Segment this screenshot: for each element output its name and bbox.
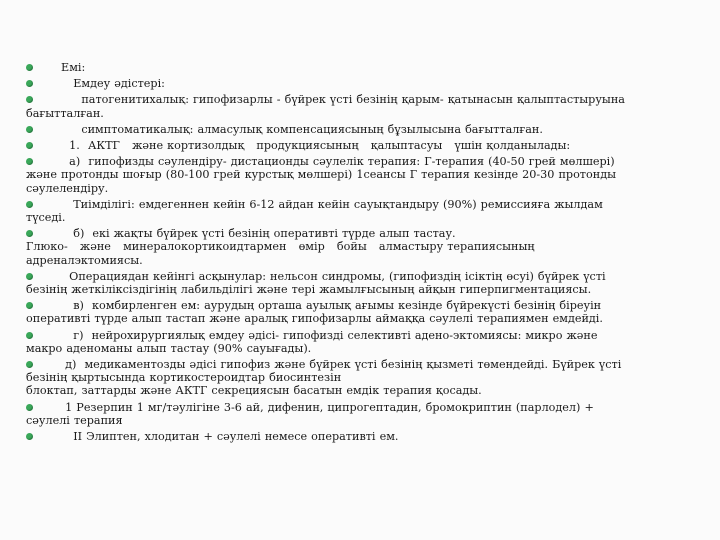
list-item-continuation: адреналэктомиясы.	[26, 253, 143, 267]
list-item	[26, 329, 694, 355]
list-item	[26, 430, 694, 443]
green-circle-bullet-icon	[26, 273, 33, 280]
list-item	[26, 227, 694, 267]
list-item-continuation: бағытталған.	[26, 106, 104, 120]
green-circle-bullet-icon	[26, 302, 33, 309]
list-item-text: д) медикаментозды әдісі гипофиз және бүйрек үсті безінің қызметі төмендейді. Бүйрек үсті	[57, 358, 622, 372]
list-item-text: Операциядан кейінгі асқынулар: нельсон синдромы, (гипофиздің ісіктің өсуі) бүйрек үсті	[57, 269, 606, 283]
green-circle-bullet-icon	[26, 230, 33, 237]
green-circle-bullet-icon	[26, 361, 33, 368]
list-item	[26, 93, 694, 119]
list-item	[26, 401, 694, 427]
list-item	[26, 61, 694, 74]
list-item-continuation: безінің қыртысында кортикостероидтар биосинтезін	[26, 371, 342, 385]
list-item-text: 1 Резерпин 1 мг/тәулігіне 3-6 ай, дифенин, ципрогептадин, бромокриптин (парлодел) +	[57, 400, 594, 414]
green-circle-bullet-icon	[26, 96, 33, 103]
list-item-continuation: безінің жеткіліксіздігінің лабильділігі және тері жамылғысының айқын гиперпигментациясы.	[26, 283, 592, 297]
list-item	[26, 198, 694, 224]
list-item-continuation: оперативті түрде алып тастап және аралық гипофизарлы аймаққа сәулелі терапиямен емдейді.	[26, 312, 603, 326]
list-item-text: Емі:	[57, 61, 86, 74]
list-item-continuation: макро аденоманы алып тастау (90% сауығады).	[26, 341, 312, 355]
green-circle-bullet-icon	[26, 142, 33, 149]
list-item-text: Емдеу әдістері:	[57, 77, 165, 91]
list-item	[26, 358, 694, 398]
list-item-continuation: және протонды шоғыр (80-100 грей курстық мөлшері) 1сеансы Г терапия кезінде 20-30 протонды	[26, 168, 616, 182]
green-circle-bullet-icon	[26, 433, 33, 440]
treatment-bullet-list	[26, 61, 694, 446]
list-item-continuation: сәулелі терапия	[26, 413, 123, 427]
list-item	[26, 77, 694, 90]
list-item-continuation: түседі.	[26, 211, 66, 225]
list-item-continuation: Глюко- және минералокортикоидтармен өмір бойы алмастыру терапиясының	[26, 240, 535, 254]
list-item-text: г) нейрохирургиялық емдеу әдісі- гипофизді селективті адено-эктомиясы: микро және	[57, 328, 598, 342]
list-item	[26, 299, 694, 325]
green-circle-bullet-icon	[26, 158, 33, 165]
green-circle-bullet-icon	[26, 404, 33, 411]
list-item-text: II Элиптен, хлодитан + сәулелі немесе оперативті ем.	[57, 430, 399, 444]
green-circle-bullet-icon	[26, 332, 33, 339]
green-circle-bullet-icon	[26, 80, 33, 87]
list-item	[26, 139, 694, 152]
list-item-text: в) комбирленген ем: аурудың орташа ауылық ағымы кезінде бүйрекүсті безінің біреуін	[57, 299, 602, 313]
list-item	[26, 270, 694, 296]
list-item-text: 1. АКТГ және кортизолдық продукциясының қалыптасуы үшін қолданылады:	[57, 139, 571, 153]
list-item	[26, 123, 694, 136]
list-item-text: а) гипофизды сәулендіру- дистационды сәулелік терапия: Г-терапия (40-50 грей мөлшері)	[57, 155, 615, 169]
list-item-continuation: сәулелендіру.	[26, 181, 109, 195]
list-item-text: симптоматикалық: алмасулық компенсациясының бұзылысына бағытталған.	[57, 122, 543, 136]
list-item	[26, 155, 694, 195]
green-circle-bullet-icon	[26, 64, 33, 71]
list-item-text: б) екі жақты бүйрек үсті безінің оперативті түрде алып тастау.	[57, 227, 456, 241]
list-item-text: Тиімділігі: емдегеннен кейін 6-12 айдан кейін сауықтандыру (90%) ремиссияға жылдам	[57, 197, 603, 211]
green-circle-bullet-icon	[26, 201, 33, 208]
list-item-continuation: блоктап, заттарды және АКТГ секрециясын басатын емдік терапия қосады.	[26, 384, 482, 398]
list-item-text: патогенитихалық: гипофизарлы - бүйрек үсті безінің қарым- қатынасын қалыптастыруына	[57, 93, 625, 107]
green-circle-bullet-icon	[26, 126, 33, 133]
